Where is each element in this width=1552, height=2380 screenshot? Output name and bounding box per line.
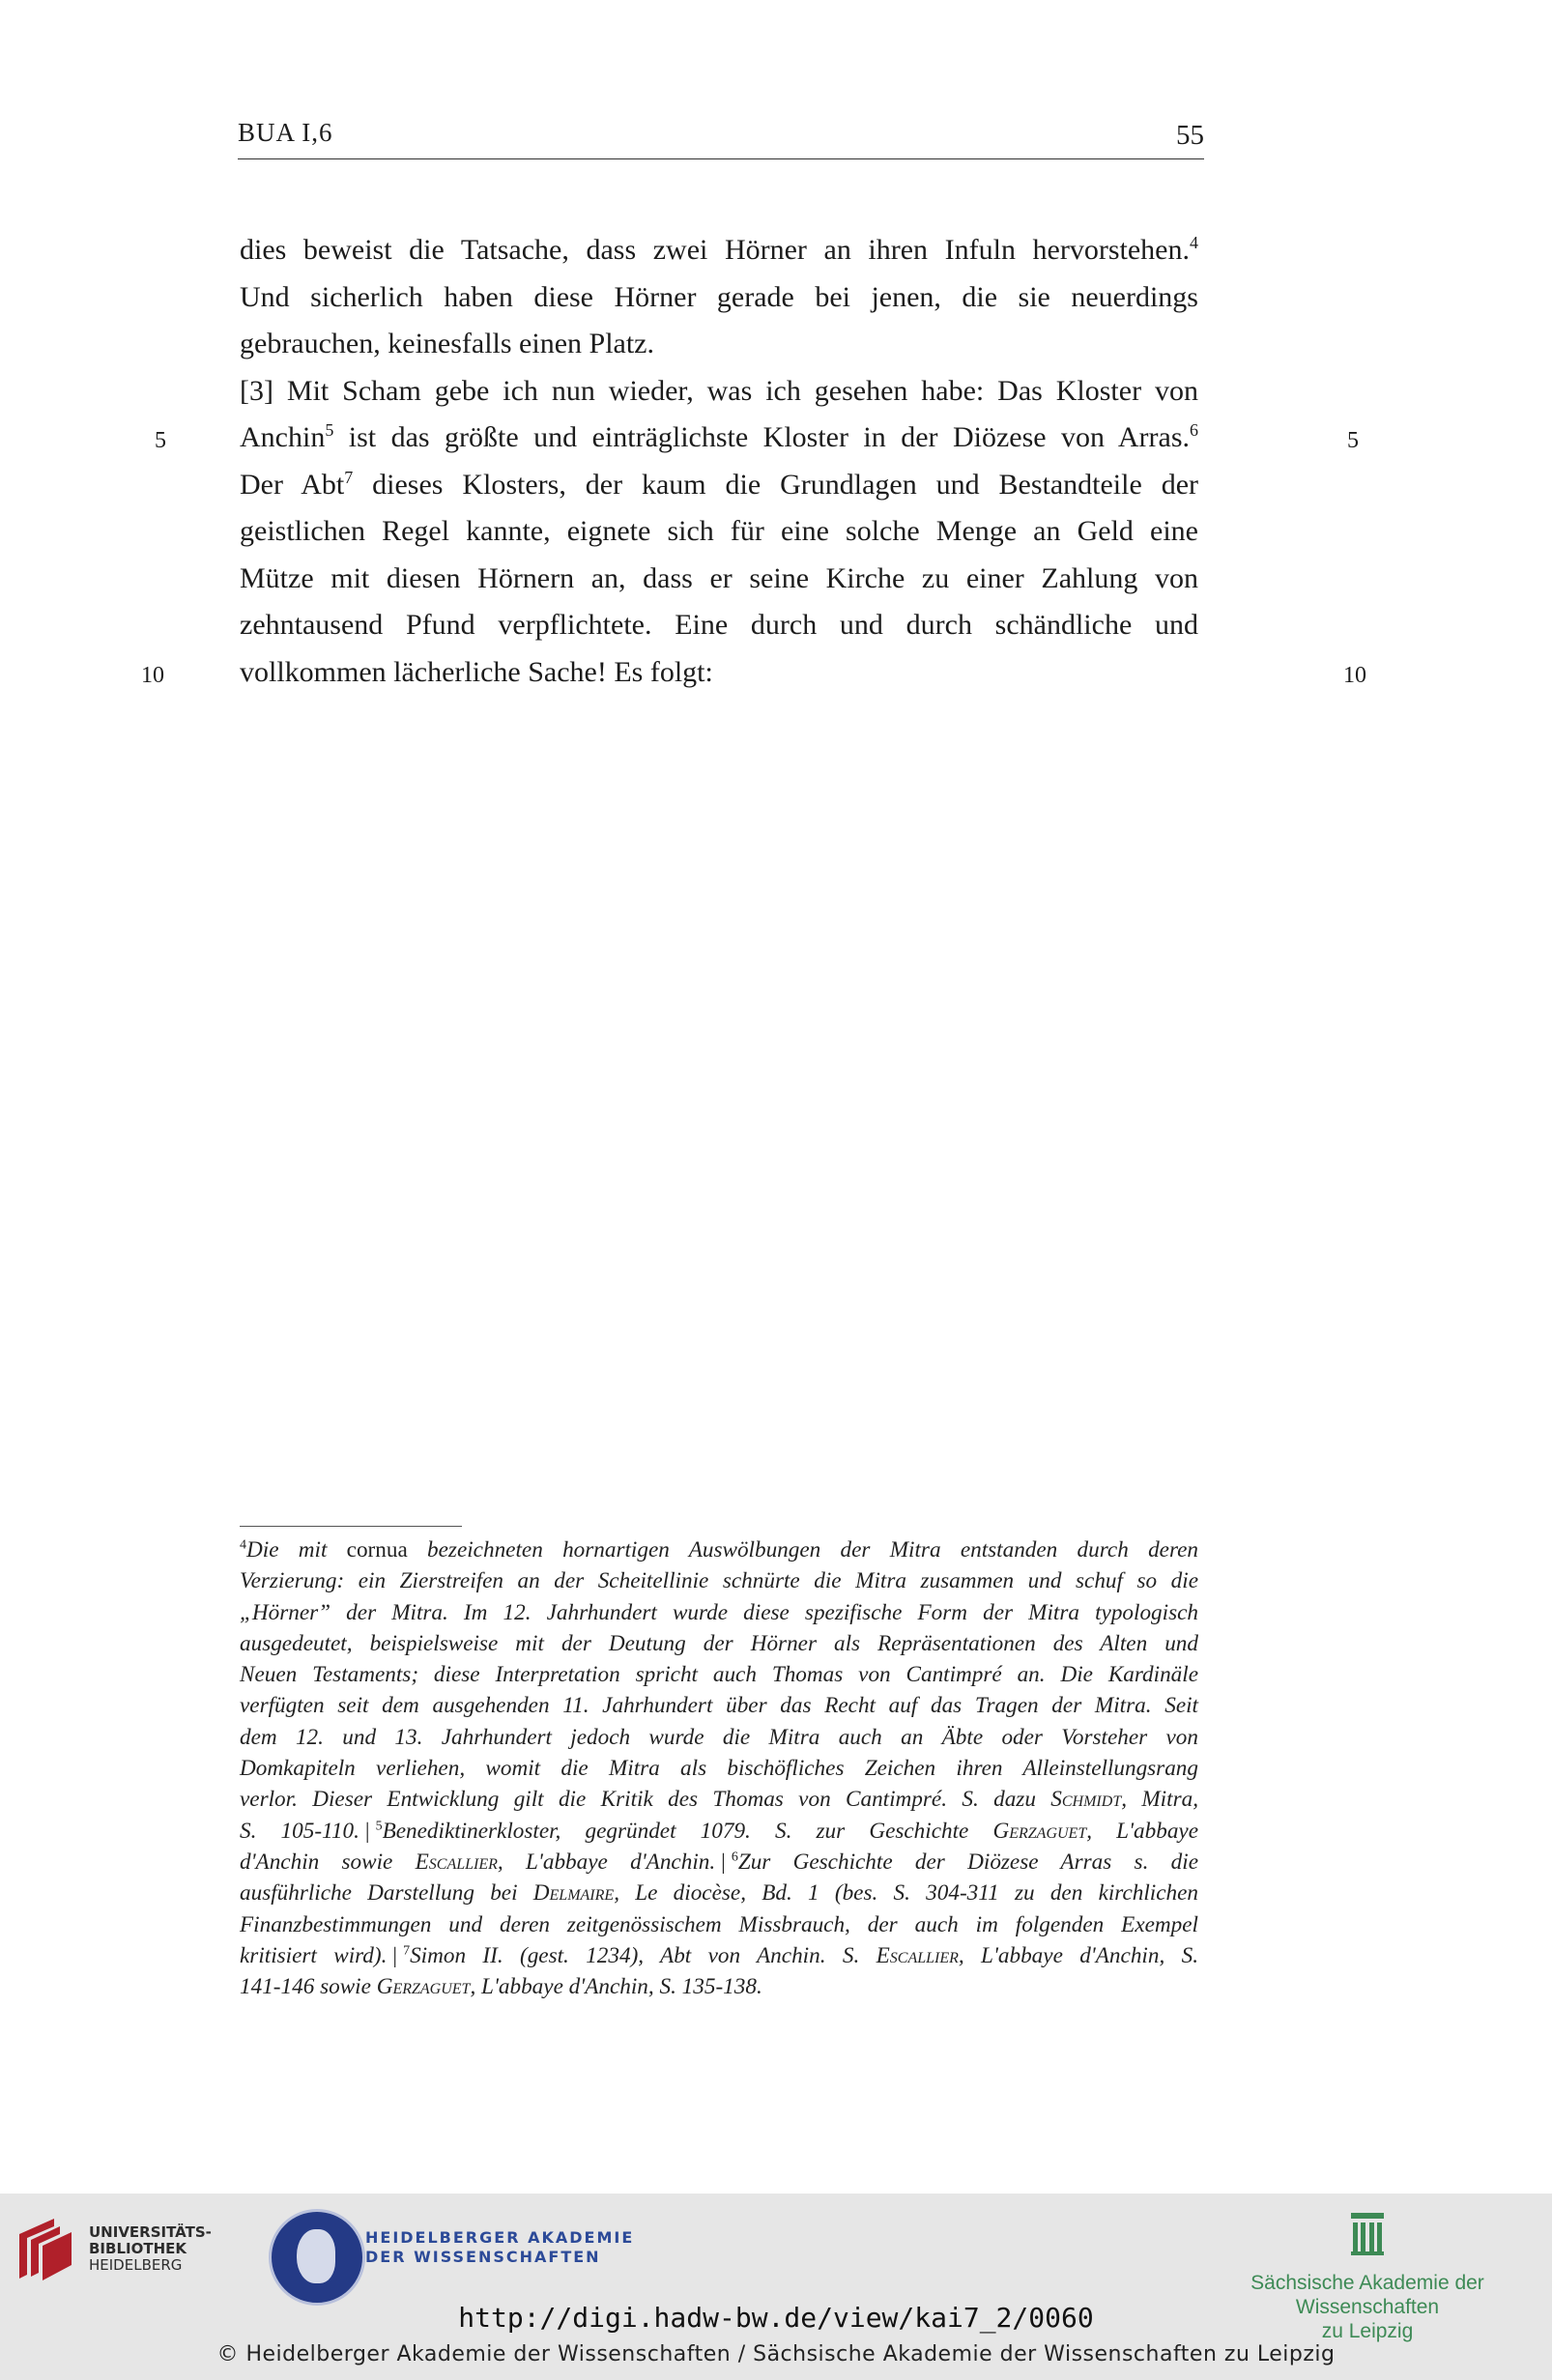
text-line: gebrauchen, keinesfalls einen Platz. xyxy=(240,328,654,359)
footnote-line: „Hörner” der Mitra. Im 12. Jahrhundert wurde diese spezifische Form der Mitra typologisch xyxy=(240,1599,1198,1625)
footnote-line: Domkapiteln verliehen, womit die Mitra als bischöfliches Zeichen ihren Alleinstellungsrang xyxy=(240,1756,1198,1782)
saxon-academy-logo-icon[interactable] xyxy=(1349,2211,1386,2255)
footnote-line: Finanzbestimmungen und deren zeitgenössischem Missbrauch, der auch im folgenden Exempel xyxy=(240,1911,1198,1937)
footnote-ref[interactable]: 6 xyxy=(1190,420,1198,440)
footnote-ref[interactable]: 7 xyxy=(344,467,354,487)
line-number-left-10: 10 xyxy=(141,663,164,688)
author-citation: Gerzaguet xyxy=(992,1818,1087,1844)
text-line: zehntausend Pfund verpflichtete. Eine durch und durch schändliche und xyxy=(240,609,1198,641)
author-citation: Schmidt xyxy=(1050,1787,1122,1813)
text-line: Der Abt$^7$ dieses Klosters, der kaum die Grundlagen und Bestandteile der xyxy=(240,467,1199,501)
line-number-right-10: 10 xyxy=(1343,663,1366,688)
footnote-ref[interactable]: 4 xyxy=(1190,233,1198,252)
page-number: 55 xyxy=(1176,120,1204,151)
footnote-line: ausführliche Darstellung bei Delmaire, Le diocèse, Bd. 1 (bes. S. 304-311 zu den kirchlichen xyxy=(240,1880,1199,1907)
main-text xyxy=(240,227,1198,696)
copyright-notice: © Heidelberger Akademie der Wissenschaften / Sächsische Akademie der Wissenschaften zu Leipzig xyxy=(216,2342,1336,2366)
author-citation: Gerzaguet xyxy=(376,1974,471,2000)
footnote-line: Verzierung: ein Zierstreifen an der Scheitellinie schnürte die Mitra zusammen und schuf so die xyxy=(240,1568,1198,1594)
running-header-title: BUA I,6 xyxy=(238,118,333,147)
footnote-line: d'Anchin sowie Escallier, L'abbaye d'Anchin. | $^6$Zur Geschichte der Diözese Arras s. die xyxy=(240,1849,1198,1875)
footnote-number: 5 xyxy=(375,1818,383,1833)
footnotes xyxy=(240,1534,1198,2002)
author-citation: Escallier xyxy=(876,1942,959,1968)
text-line: Und sicherlich haben diese Hörner gerade bei jenen, die sie neuerdings xyxy=(240,280,1198,313)
text-line: geistlichen Regel kannte, eignete sich für eine solche Menge an Geld eine xyxy=(240,515,1198,547)
footnote-number: 4 xyxy=(240,1537,246,1553)
university-library-name: UNIVERSITÄTS- BIBLIOTHEK HEIDELBERG xyxy=(89,2223,212,2274)
footnote-separator: | xyxy=(721,1849,726,1875)
footnote-rule xyxy=(240,1526,462,1527)
footnote-line: dem 12. und 13. Jahrhundert jedoch wurde die Mitra auch an Äbte oder Vorsteher von xyxy=(240,1724,1198,1750)
footnote-ref[interactable]: 5 xyxy=(325,420,334,440)
text-line: [3] Mit Scham gebe ich nun wieder, was ich gesehen habe: Das Kloster von xyxy=(240,374,1198,407)
author-citation: Escallier xyxy=(415,1849,498,1875)
footnote-separator: | xyxy=(392,1942,398,1968)
permalink-url[interactable]: http://digi.hadw-bw.de/view/kai7_2/0060 xyxy=(458,2302,1094,2334)
digitization-footer xyxy=(0,2194,1552,2380)
footnote-line: Neuen Testaments; diese Interpretation spricht auch Thomas von Cantimpré an. Die Kardinäle xyxy=(240,1662,1198,1688)
university-library-logo-icon[interactable] xyxy=(15,2215,75,2284)
footnote-line: kritisiert wird). | $^7$Simon II. (gest. 1234), Abt von Anchin. S. Escallier, L'abbaye d'Anchin, S. xyxy=(240,1942,1198,1968)
footnote-line: ausgedeutet, beispielsweise mit der Deutung der Hörner als Repräsentationen des Alten und xyxy=(240,1630,1198,1656)
text-line: vollkommen lächerliche Sache! Es folgt: xyxy=(240,655,713,688)
text-line: Anchin$^5$ ist das größte und einträglichste Kloster in der Diözese von Arras.$^6$ xyxy=(240,420,1198,453)
academy-name: HEIDELBERGER AKADEMIE DER WISSENSCHAFTEN xyxy=(365,2228,635,2266)
footnote-line: $^4$Die mit cornua bezeichneten hornartigen Auswölbungen der Mitra entstanden durch deren xyxy=(240,1537,1198,1563)
footnote-line: verlor. Dieser Entwicklung gilt die Kritik des Thomas von Cantimpré. S. dazu Schmidt, Mitra, xyxy=(240,1787,1198,1813)
line-number-right-5: 5 xyxy=(1347,428,1359,453)
footnote-number: 7 xyxy=(403,1943,411,1959)
academy-seal-icon[interactable] xyxy=(269,2209,365,2306)
saxon-academy-name: Sächsische Akademie der Wissenschaften zu Leipzig xyxy=(1250,2272,1484,2342)
footnote-line: verfügten seit dem ausgehenden 11. Jahrhundert über das Recht auf das Tragen der Mitra. Seit xyxy=(240,1693,1198,1719)
footnote-line: S. 105-110. | $^5$Benediktinerkloster, gegründet 1079. S. zur Geschichte Gerzaguet, L'abbaye xyxy=(240,1818,1198,1844)
footnote-line: 141-146 sowie Gerzaguet, L'abbaye d'Anchin, S. 135-138. xyxy=(240,1974,762,2000)
text-line: dies beweist die Tatsache, dass zwei Hörner an ihren Infuln hervorstehen.$^4$ xyxy=(240,233,1198,266)
author-citation: Delmaire xyxy=(532,1880,615,1907)
footnote-separator: | xyxy=(364,1818,370,1844)
footnote-number: 6 xyxy=(731,1850,738,1865)
text-line: Mütze mit diesen Hörnern an, dass er seine Kirche zu einer Zahlung von xyxy=(240,561,1198,594)
line-number-left-5: 5 xyxy=(155,428,166,453)
running-header xyxy=(238,118,1204,159)
term-cornua: cornua xyxy=(346,1537,408,1563)
